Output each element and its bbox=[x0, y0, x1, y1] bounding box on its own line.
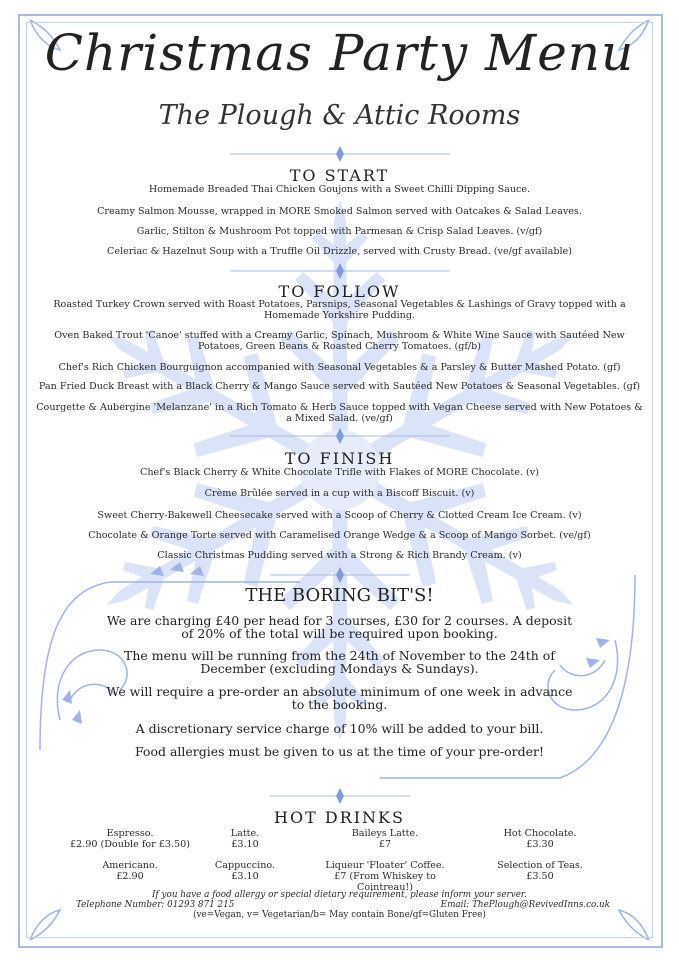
allergy-note: If you have a food allergy or special dietary requirement, please inform your server. bbox=[152, 890, 527, 900]
boring-heading: THE BORING BIT'S! bbox=[245, 585, 434, 606]
menu-item: Pan Fried Duck Breast with a Black Cherry & Mango Sauce served with Sautéed New Potatoes & Seasonal Vegetables. (gf) bbox=[38, 381, 641, 392]
email-address: Email: ThePlough@RevivedInns.co.uk bbox=[440, 900, 610, 910]
phone-number: Telephone Number: 01293 871 215 bbox=[76, 900, 235, 910]
menu-item: Classic Christmas Pudding served with a Strong & Rich Brandy Cream. (v) bbox=[157, 550, 522, 561]
drink-item bbox=[175, 860, 315, 882]
drink-price: £2.90 bbox=[116, 871, 144, 882]
drink-item bbox=[175, 828, 315, 850]
section-divider-icon bbox=[230, 146, 450, 162]
drink-name: Cappuccino. bbox=[214, 860, 276, 871]
menu-item: Chocolate & Orange Torte served with Caramelised Orange Wedge & a Scoop of Mango Sorbet. (ve/gf) bbox=[88, 530, 591, 541]
menu-item: Crème Brûlée served in a cup with a Biscoff Biscuit. (v) bbox=[204, 488, 475, 499]
menu-title: Christmas Party Menu bbox=[44, 24, 635, 82]
section-heading-drinks: HOT DRINKS bbox=[274, 808, 405, 827]
dietary-key: (ve=Vegan, v= Vegetarian/b= May contain Bone/gf=Gluten Free) bbox=[193, 910, 486, 920]
drink-price: £7 (From Whiskey to Cointreau!) bbox=[334, 871, 436, 893]
menu-item: Homemade Breaded Thai Chicken Goujons with a Sweet Chilli Dipping Sauce. bbox=[148, 184, 531, 195]
menu-item: Garlic, Stilton & Mushroom Pot topped with Parmesan & Crisp Salad Leaves. (v/gf) bbox=[136, 226, 543, 237]
drink-name: Latte. bbox=[230, 828, 260, 839]
section-divider-icon bbox=[270, 567, 410, 583]
boring-line: A discretionary service charge of 10% will be added to your bill. bbox=[135, 721, 544, 736]
drink-price: £2.90 (Double for £3.50) bbox=[69, 839, 190, 850]
boring-line: Food allergies must be given to us at the time of your pre-order! bbox=[134, 744, 545, 759]
menu-item: Sweet Cherry-Bakewell Cheesecake served with a Scoop of Cherry & Clotted Cream Ice Cream. (v) bbox=[97, 510, 582, 521]
section-divider-icon bbox=[230, 428, 450, 444]
drink-name: Espresso. bbox=[106, 828, 154, 839]
drink-name: Liqueur 'Floater' Coffee. bbox=[325, 860, 445, 871]
drink-item bbox=[470, 860, 610, 882]
section-heading-finish: TO FINISH bbox=[284, 449, 395, 468]
menu-item: Courgette & Aubergine 'Melanzane' in a Rich Tomato & Herb Sauce topped with Vegan Cheese served with New Potatoes & a Mixed Salad. (ve/gf) bbox=[36, 402, 643, 424]
drink-price: £3.10 bbox=[231, 839, 259, 850]
menu-item: Roasted Turkey Crown served with Roast Potatoes, Parsnips, Seasonal Vegetables & Lashings of Gravy topped with a Homemade Yorkshire Pudding. bbox=[53, 299, 626, 321]
drink-name: Americano. bbox=[102, 860, 158, 871]
section-divider-icon bbox=[270, 788, 410, 804]
boring-line: The menu will be running from the 24th of November to the 24th of December (excluding Mondays & Sundays). bbox=[124, 648, 555, 676]
section-divider-icon bbox=[230, 263, 450, 279]
boring-line: We are charging £40 per head for 3 courses, £30 for 2 courses. A deposit of 20% of the total will be required upon booking. bbox=[106, 613, 573, 641]
drink-name: Selection of Teas. bbox=[497, 860, 583, 871]
menu-item: Celeriac & Hazelnut Soup with a Truffle Oil Drizzle, served with Crusty Bread. (ve/gf available) bbox=[107, 246, 572, 257]
drink-item bbox=[315, 828, 455, 850]
drink-name: Hot Chocolate. bbox=[503, 828, 577, 839]
menu-item: Chef's Rich Chicken Bourguignon accompanied with Seasonal Vegetables & a Parsley & Butter Mashed Potato. (gf) bbox=[58, 362, 621, 373]
drink-price: £3.30 bbox=[526, 839, 554, 850]
drink-price: £3.10 bbox=[231, 871, 259, 882]
boring-line: We will require a pre-order an absolute minimum of one week in advance to the booking. bbox=[106, 684, 573, 712]
drink-name: Baileys Latte. bbox=[351, 828, 419, 839]
drink-price: £7 bbox=[378, 839, 392, 850]
menu-subtitle: The Plough & Attic Rooms bbox=[158, 100, 521, 131]
menu-item: Oven Baked Trout 'Canoe' stuffed with a Creamy Garlic, Spinach, Mushroom & White Wine Sauce with Sautéed New Potatoes, Green Beans & Roasted Cherry Tomatoes. (gf/b) bbox=[54, 330, 625, 352]
menu-item: Chef's Black Cherry & White Chocolate Trifle with Flakes of MORE Chocolate. (v) bbox=[140, 467, 539, 478]
menu-item: Creamy Salmon Mousse, wrapped in MORE Smoked Salmon served with Oatcakes & Salad Leaves. bbox=[97, 206, 582, 217]
drink-price: £3.50 bbox=[526, 871, 554, 882]
section-heading-start: TO START bbox=[289, 166, 390, 185]
drink-item bbox=[470, 828, 610, 850]
section-heading-follow: TO FOLLOW bbox=[278, 282, 401, 301]
drink-item bbox=[305, 860, 465, 893]
